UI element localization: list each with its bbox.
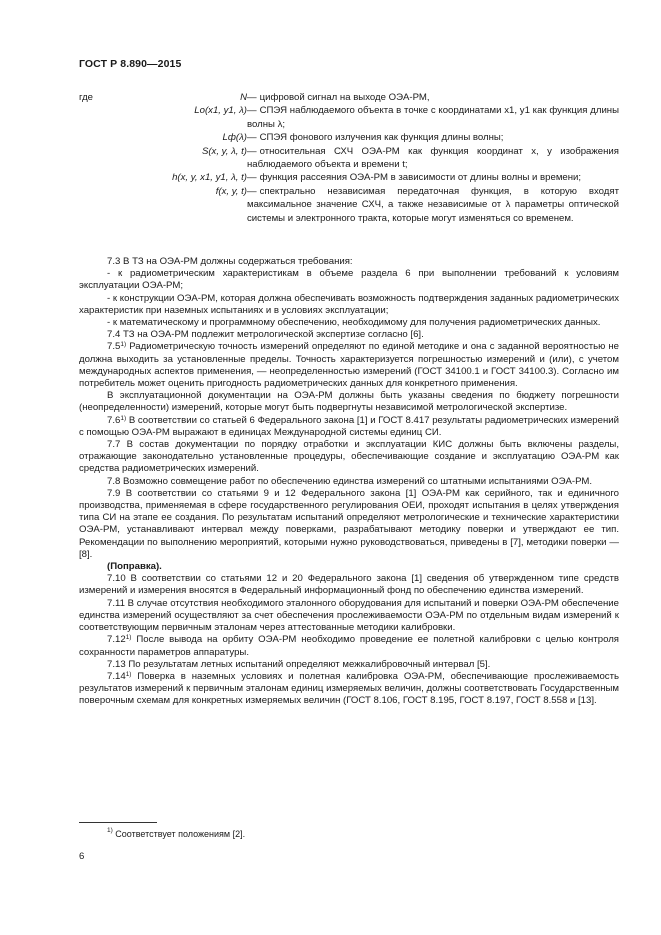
paragraph-text: В соответствии со статьей 6 Федерального закона [1] и ГОСТ 8.417 результаты радиометрических измерений с помощью ОЭА-РМ выражают в единицах Международной системы единиц СИ. — [79, 414, 619, 438]
paragraph — [79, 268, 619, 292]
paragraph-number: 7.12 — [107, 634, 126, 646]
definition-dash: — — [247, 92, 257, 103]
paragraph — [79, 561, 619, 573]
footnote-marker: 1) — [107, 827, 113, 834]
definition-symbol: N — [240, 92, 247, 103]
paragraph-text: После вывода на орбиту ОЭА-РМ необходимо проведение ее полетной калибровки с целью контроля сохранности параметров аппаратуры. — [79, 634, 619, 658]
paragraph-text: (Поправка). — [107, 561, 162, 573]
definition-dash: — — [247, 132, 257, 144]
paragraph — [79, 341, 619, 390]
paragraph-text: - к конструкции ОЭА-РМ, которая должна обеспечивать возможность подтверждения заданных радиометрических характеристик при наземных испытаниях и в условиях эксплуатации; — [79, 292, 619, 316]
paragraph-text: 7.9 В соответствии со статьями 9 и 12 Федерального закона [1] ОЭА-РМ как серийного, так и единичного производства, применяемая в сфере государственного регулирования ОЕИ, проходят испытания в целях утверждения типа СИ на этапе ее создания. По результатам испытаний определяют метрологические и технические характеристики ОЭА-РМ, устанавливают интервал между поверками, разрабатывают методику поверки и утверждают ее тип. Рекомендации по выполнению мероприятий, которыми нужно руководствоваться, приведены в [7], методики поверки — [8]. — [79, 487, 619, 560]
definition-symbol: f(x, y, t) — [215, 185, 247, 197]
paragraph — [79, 256, 619, 268]
paragraph-number: 7.5 — [107, 341, 121, 353]
definition-text: функция рассеяния ОЭА-РМ в зависимости от длины волны и времени; — [259, 172, 582, 184]
paragraph — [79, 317, 619, 329]
paragraph-text: 7.8 Возможно совмещение работ по обеспечению единства измерений со штатными испытаниями ОЭА-РМ. — [107, 475, 593, 487]
paragraph — [79, 659, 619, 671]
definitions-block — [79, 91, 619, 225]
paragraph-text: 7.11 В случае отсутствия необходимого эталонного оборудования для испытаний и поверки ОЭА-РМ обеспечение единства измерений осуществляют за счет обеспечения прослеживаемости ОЭА-РМ по отдельным видам измерений к соответствующим первичным эталонам через аттестованные методики калибровки. — [79, 597, 619, 634]
definition-list — [79, 91, 619, 225]
definition-symbol: S(x, y, λ, t) — [201, 145, 247, 157]
standard-header: ГОСТ Р 8.890—2015 — [79, 58, 182, 70]
paragraph — [79, 598, 619, 635]
paragraph — [79, 415, 619, 439]
paragraph — [79, 476, 619, 488]
definition-text: цифровой сигнал на выходе ОЭА-РМ, — [259, 92, 430, 103]
paragraph — [79, 439, 619, 476]
definition-symbol: h(x, y, x1, y1, λ, t) — [172, 172, 247, 184]
paragraph-text: В эксплуатационной документации на ОЭА-РМ должны быть указаны сведения по бюджету погрешности (неопределенности) измерений, которые могут быть подвергнуты независимой метрологической экспертизе. — [79, 390, 619, 414]
definition-item — [79, 104, 619, 131]
paragraph-text: - к математическому и программному обеспечению, необходимому для получения радиометрических данных. — [107, 317, 601, 329]
definition-item — [79, 91, 619, 104]
footnote-separator — [79, 822, 157, 823]
paragraph-number: 7.14 — [107, 670, 126, 682]
paragraph-text: Радиометрическую точность измерений определяют по единой методике и она с заданной вероятностью не должна выходить за установленные пределы. Точность характеризуется погрешностью измерений и (или), с учетом международных аспектов применения, — неопределенностью измерений (ГОСТ 34100.1 и ГОСТ 34100.3). Согласно им потребитель может оценить пригодность радиометрических данных для конкретного применения. — [79, 341, 619, 390]
footnote-ref: 1) — [125, 634, 132, 642]
body-text — [79, 256, 619, 708]
footnote — [107, 829, 245, 839]
paragraph — [79, 573, 619, 597]
definition-text: относительная СХЧ ОЭА-РМ как функция координат x, y изображения наблюдаемого объекта и времени t; — [247, 145, 619, 171]
definition-dash: — — [247, 172, 257, 184]
paragraph — [79, 488, 619, 561]
definition-dash: — — [247, 105, 257, 117]
definition-text: спектрально независимая передаточная функция, в которую входят максимальное значение СХЧ, а также независимые от λ параметры оптической системы и электронного тракта, которые могут изменяться со временем. — [247, 185, 619, 224]
definition-item — [79, 185, 619, 225]
paragraph-text: - к радиометрическим характеристикам в объеме раздела 6 при выполнении требований к условиям эксплуатации ОЭА-РМ; — [79, 268, 619, 292]
footnote-text: Соответствует положениям [2]. — [115, 829, 246, 839]
paragraph-text: 7.10 В соответствии со статьями 12 и 20 Федерального закона [1] сведения об утвержденном типе средств измерений и измерения вносятся в Федеральный информационный фонд по обеспечению единства измерений. — [79, 573, 619, 597]
definition-dash: — — [247, 145, 257, 157]
definition-dash: — — [247, 185, 257, 197]
footnote-ref: 1) — [120, 341, 127, 349]
paragraph — [79, 293, 619, 317]
paragraph-text: 7.3 В ТЗ на ОЭА-РМ должны содержаться требования: — [107, 256, 353, 267]
definition-symbol: Lo(x1, y1, λ) — [194, 105, 247, 117]
paragraph-text: 7.4 ТЗ на ОЭА-РМ подлежит метрологической экспертизе согласно [6]. — [107, 329, 424, 341]
paragraph-text: 7.13 По результатам летных испытаний определяют межкалибровочный интервал [5]. — [107, 658, 491, 670]
paragraph — [79, 634, 619, 658]
definition-symbol: Lф(λ) — [222, 132, 247, 144]
paragraph-number: 7.6 — [107, 414, 121, 426]
paragraph — [79, 329, 619, 341]
definition-text: СПЭЯ наблюдаемого объекта в точке с координатами x1, y1 как функция длины волны λ; — [247, 105, 619, 130]
definition-text: СПЭЯ фонового излучения как функция длины волны; — [259, 132, 504, 144]
definition-item — [79, 171, 619, 184]
paragraph-text: 7.7 В состав документации по порядку отработки и эксплуатации КИС должны быть включены разделы, отражающие законодательно установленные процедуры, обеспечивающие создание и эксплуатацию ОЭА-РМ как средства радиометрических измерений. — [79, 439, 619, 475]
footnote-ref: 1) — [125, 670, 132, 678]
footnote-ref: 1) — [120, 414, 127, 422]
page-number: 6 — [79, 851, 85, 862]
definition-item — [79, 145, 619, 172]
definition-item — [79, 131, 619, 144]
paragraph — [79, 390, 619, 414]
paragraph-text: Поверка в наземных условиях и полетная калибровка ОЭА-РМ, обеспечивающие прослеживаемость результатов измерений к первичным эталонам единиц измеряемых величин, должны соответствовать Государственным поверочным схемам для конкретных измеряемых величин (ГОСТ 8.106, ГОСТ 8.195, ГОСТ 8.197, ГОСТ 8.558 и [13]. — [79, 670, 619, 707]
where-label: где — [79, 92, 94, 103]
paragraph — [79, 671, 619, 708]
